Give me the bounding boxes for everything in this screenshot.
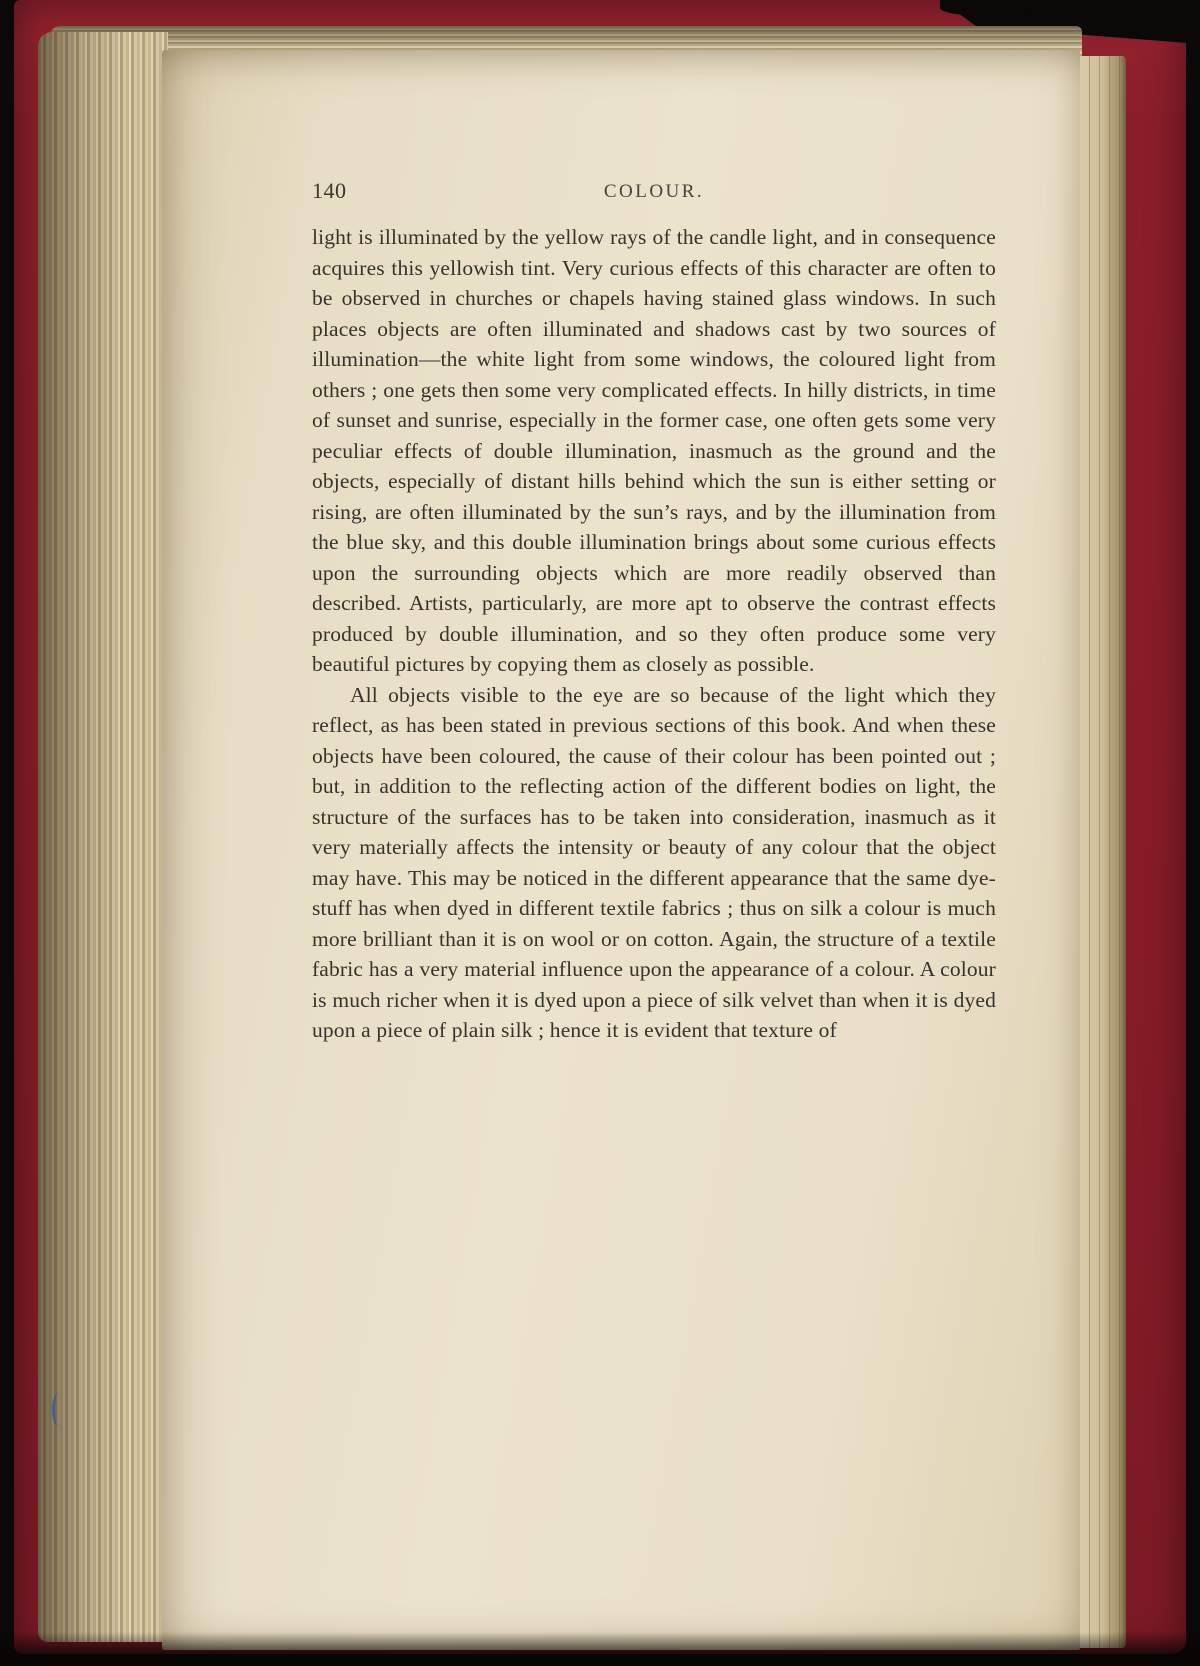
- running-header: COLOUR.: [603, 181, 705, 202]
- body-text: [312, 222, 996, 1046]
- next-page-edge: [1080, 56, 1126, 1648]
- page-content: [312, 178, 996, 1046]
- paragraph-1: light is illuminated by the yellow rays of the candle light, and in consequence acquires this yellowish tint. Very curious effects of this character are often to be observed in churches or chapels having stained glass windows. In such places objects are often illuminated and shadows cast by two sources of illumination—the white light from some windows, the coloured light from others ; one gets then some very complicated effects. In hilly districts, in time of sunset and sunrise, especially in the former case, one often gets some very peculiar effects of double illumination, inasmuch as the ground and the objects, especially of distant hills behind which the sun is either setting or rising, are often illuminated by the sun’s rays, and by the illumination from the blue sky, and this double illumination brings about some curious effects upon the surrounding objects which are more readily observed than described. Artists, particularly, are more apt to observe the contrast effects produced by double illumination, and so they often produce some very beautiful pictures by copying them as closely as possible.: [312, 225, 996, 676]
- pen-mark: [52, 1392, 65, 1426]
- page-number: 140: [312, 178, 347, 203]
- paragraph-2: All objects visible to the eye are so because of the light which they reflect, as has been stated in previous sections of this book. And when these objects have been coloured, the cause of their colour has been pointed out ; but, in addition to the reflecting action of the different bodies on light, the structure of the surfaces has to be taken into consideration, inasmuch as it very materially affects the intensity or beauty of any colour that the object may have. This may be noticed in the different appearance that the same dye-stuff has when dyed in different textile fabrics ; thus on silk a colour is much more brilliant than it is on wool or on cotton. Again, the structure of a textile fabric has a very material influence upon the appearance of a colour. A colour is much richer when it is dyed upon a piece of silk velvet than when it is dyed upon a piece of plain silk ; hence it is evident that texture of: [312, 682, 996, 1042]
- book-page: [162, 50, 1080, 1650]
- cover-wear-mark-small: [940, 0, 1030, 16]
- page-header: [312, 178, 996, 210]
- bottom-shadow: [0, 1632, 1200, 1666]
